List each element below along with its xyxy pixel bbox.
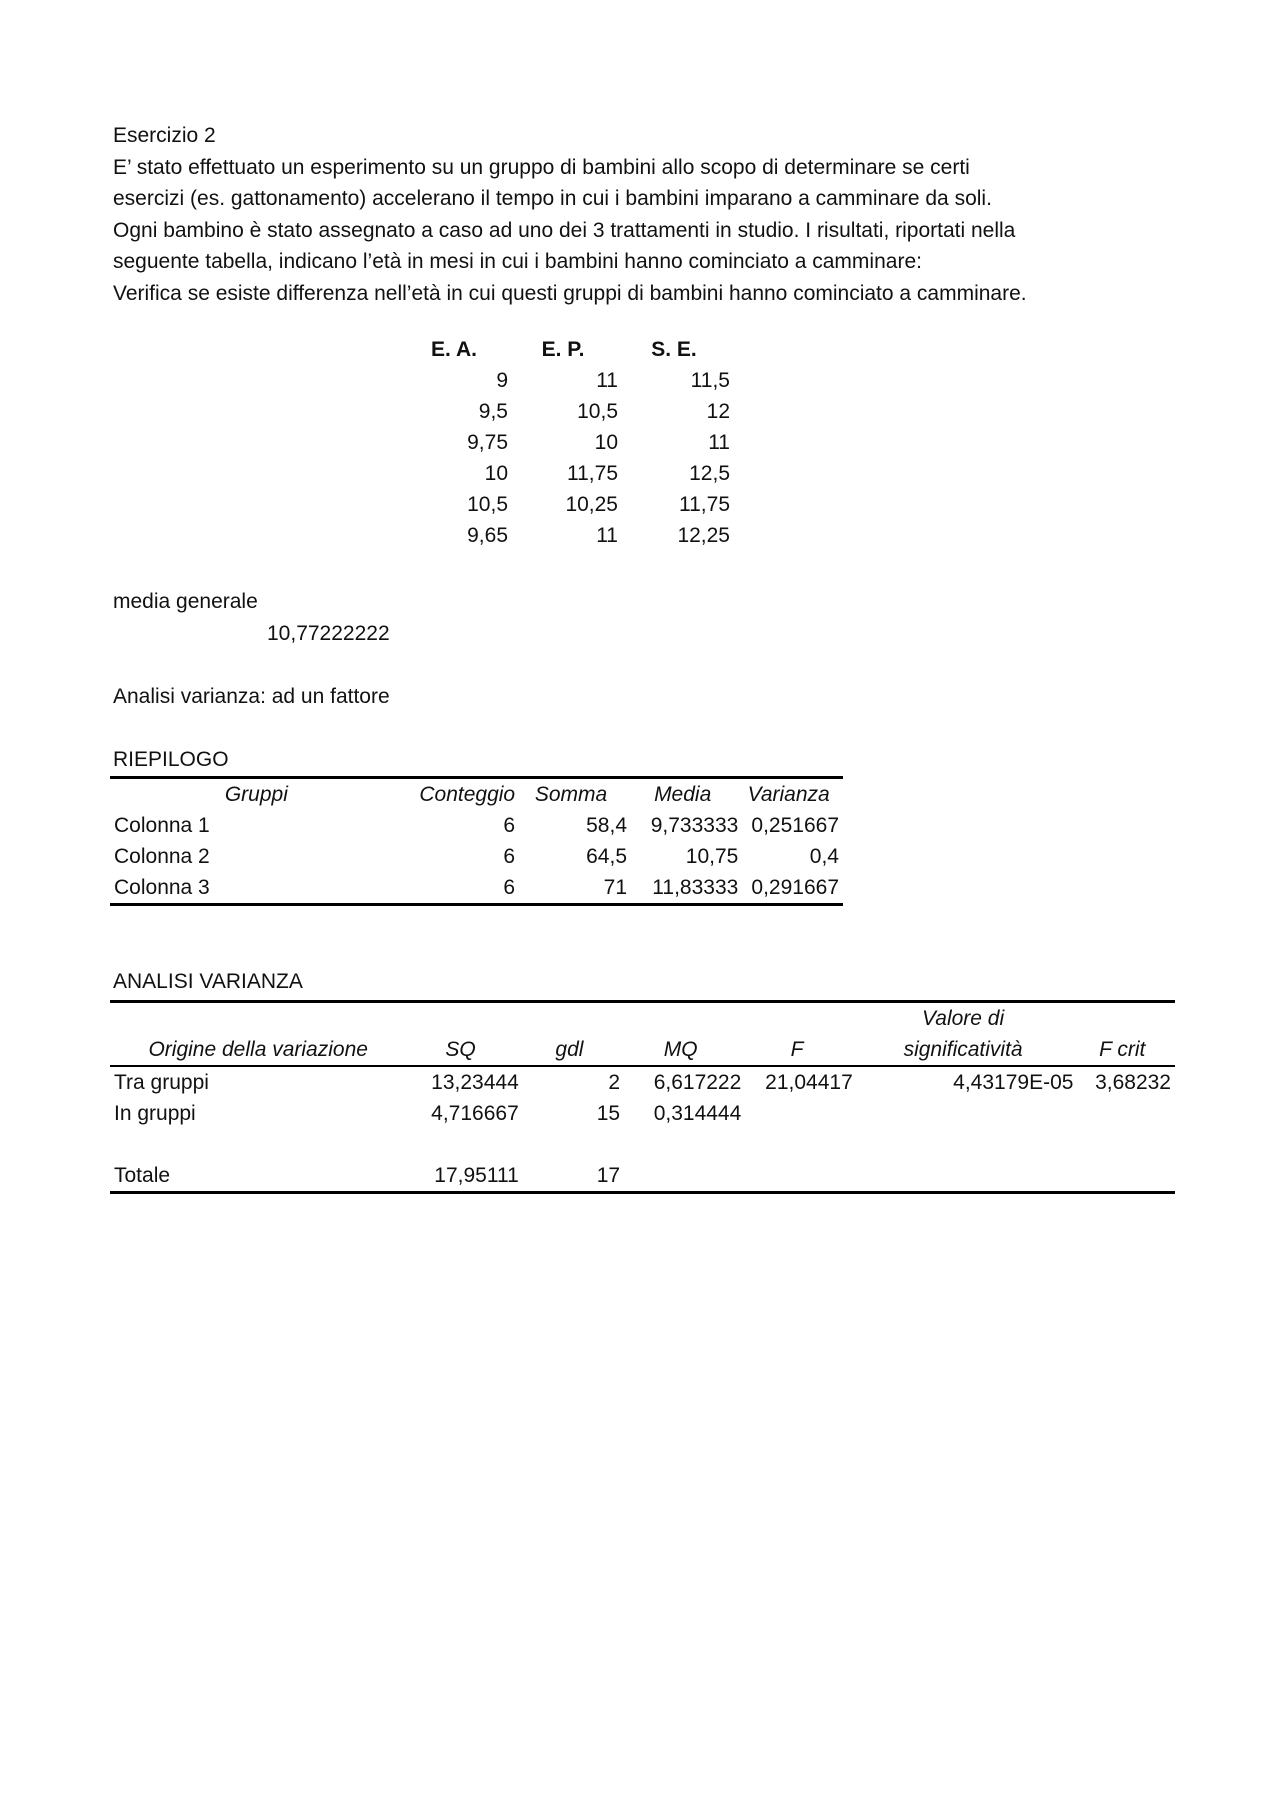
anova-cell: [853, 1098, 1074, 1129]
anova-cell: 2: [608, 1070, 621, 1094]
summary-cell: 0,251667: [751, 813, 839, 837]
summary-col-header: Somma: [534, 782, 608, 806]
summary-cell: 58,4: [586, 813, 627, 837]
data-cell: 11: [596, 368, 618, 392]
anova-cell: 17,95111: [434, 1163, 519, 1187]
data-cell: 11: [596, 523, 618, 547]
summary-cell: 9,733333: [650, 813, 739, 837]
anova-cell: [620, 1160, 741, 1193]
anova-col-header: gdl: [555, 1037, 584, 1061]
data-table-header-row: [400, 334, 730, 365]
table-row: [110, 1066, 1175, 1098]
anova-col-header: Origine della variazione: [148, 1037, 368, 1061]
anova-cell: 13,23444: [431, 1070, 519, 1094]
anova-cell: 0,314444: [653, 1101, 742, 1125]
anova-header-row: [110, 1034, 1175, 1066]
anova-cell: [519, 1129, 620, 1160]
summary-col-header: Conteggio: [419, 782, 516, 806]
anova-title: ANALISI VARIANZA: [113, 970, 303, 993]
table-row: [400, 520, 730, 551]
summary-table: [110, 776, 843, 906]
exercise-line: E’ stato effettuato un esperimento su un gruppo di bambini allo scopo di determinare se certi: [113, 155, 970, 179]
data-cell: 10: [484, 461, 508, 485]
summary-cell: Colonna 3: [114, 875, 210, 899]
data-table: [400, 334, 730, 551]
summary-cell: 6: [503, 875, 516, 899]
anova-cell: 17: [596, 1163, 621, 1187]
table-row: [400, 458, 730, 489]
anova-cell: [1073, 1129, 1175, 1160]
anova-col-header: significatività: [903, 1037, 1023, 1061]
analysis-title: Analisi varianza: ad un fattore: [113, 685, 390, 708]
data-cell: 9,65: [467, 523, 508, 547]
table-row: [110, 1098, 1175, 1129]
grand-mean-value: 10,77222222: [267, 622, 390, 645]
exercise-title: Esercizio 2: [113, 124, 216, 147]
anova-cell: [1073, 1098, 1175, 1129]
summary-cell: 11,83333: [652, 875, 739, 899]
table-row: [110, 1160, 1175, 1193]
summary-col-header: Gruppi: [224, 782, 288, 806]
data-cell: 9,5: [478, 399, 508, 423]
data-col-header: E. P.: [541, 337, 585, 361]
anova-cell: 6,617222: [653, 1070, 742, 1094]
anova-cell: In gruppi: [114, 1101, 196, 1125]
anova-col-header-top: Valore di: [922, 1006, 1005, 1030]
anova-col-header: F: [790, 1037, 804, 1061]
summary-cell: 6: [503, 844, 516, 868]
data-cell: 11,5: [690, 368, 730, 392]
anova-cell: [741, 1129, 852, 1160]
anova-cell: 4,716667: [431, 1101, 519, 1125]
anova-cell: [741, 1160, 852, 1193]
anova-cell: Tra gruppi: [114, 1070, 209, 1094]
anova-cell: [402, 1129, 518, 1160]
exercise-line: Ogni bambino è stato assegnato a caso ad uno dei 3 trattamenti in studio. I risultati, riportati nella: [113, 218, 1016, 242]
anova-col-header: F crit: [1099, 1037, 1146, 1061]
anova-cell: 21,04417: [765, 1070, 853, 1094]
anova-header-row-top: [110, 1002, 1175, 1035]
anova-cell: [853, 1129, 1074, 1160]
summary-cell: 0,4: [809, 844, 839, 868]
anova-cell: 15: [596, 1101, 621, 1125]
summary-cell: Colonna 2: [114, 844, 210, 868]
data-cell: 10: [594, 430, 618, 454]
table-row: [110, 1129, 1175, 1160]
summary-cell: 6: [503, 813, 516, 837]
data-cell: 9,75: [467, 430, 508, 454]
table-row: [110, 810, 843, 841]
data-cell: 12,25: [677, 523, 730, 547]
exercise-line: seguente tabella, indicano l’età in mesi in cui i bambini hanno cominciato a camminare:: [113, 250, 922, 273]
summary-header-row: [110, 778, 843, 811]
table-row: [110, 841, 843, 872]
data-cell: 11: [708, 430, 730, 454]
table-row: [400, 427, 730, 458]
data-cell: 10,25: [565, 492, 618, 516]
anova-cell: [110, 1129, 402, 1160]
data-cell: 9: [496, 368, 508, 392]
summary-cell: 64,5: [586, 844, 627, 868]
exercise-line: Verifica se esiste differenza nell’età in cui questi gruppi di bambini hanno cominciato a camminare.: [113, 281, 1027, 305]
data-cell: 11,75: [679, 492, 730, 516]
table-row: [400, 489, 730, 520]
anova-cell: [620, 1129, 741, 1160]
anova-table: [110, 1000, 1175, 1194]
summary-cell: 71: [603, 875, 627, 899]
summary-col-header: Media: [654, 782, 712, 806]
data-cell: 12: [706, 399, 730, 423]
data-cell: 12,5: [689, 461, 730, 485]
data-col-header: S. E.: [651, 337, 697, 361]
table-row: [400, 396, 730, 427]
anova-cell: 4,43179E-05: [953, 1070, 1074, 1094]
summary-col-header: Varianza: [747, 782, 830, 806]
table-row: [400, 365, 730, 396]
summary-title: RIEPILOGO: [113, 748, 229, 771]
table-row: [110, 872, 843, 905]
anova-cell: 3,68232: [1095, 1070, 1171, 1094]
exercise-line: esercizi (es. gattonamento) accelerano il tempo in cui i bambini imparano a camminare da soli.: [113, 187, 992, 210]
summary-cell: Colonna 1: [114, 813, 210, 837]
anova-cell: [1073, 1160, 1175, 1193]
exercise-text: [113, 120, 1173, 309]
anova-cell: Totale: [114, 1163, 171, 1187]
summary-cell: 0,291667: [751, 875, 839, 899]
summary-cell: 10,75: [685, 844, 739, 868]
anova-cell: [741, 1098, 852, 1129]
data-cell: 10,5: [577, 399, 618, 423]
data-cell: 11,75: [567, 461, 618, 485]
anova-col-header: SQ: [445, 1037, 476, 1061]
data-col-header: E. A.: [431, 337, 477, 361]
data-cell: 10,5: [467, 492, 508, 516]
anova-col-header: MQ: [663, 1037, 698, 1061]
anova-cell: [853, 1160, 1074, 1193]
grand-mean-label: media generale: [113, 590, 258, 613]
